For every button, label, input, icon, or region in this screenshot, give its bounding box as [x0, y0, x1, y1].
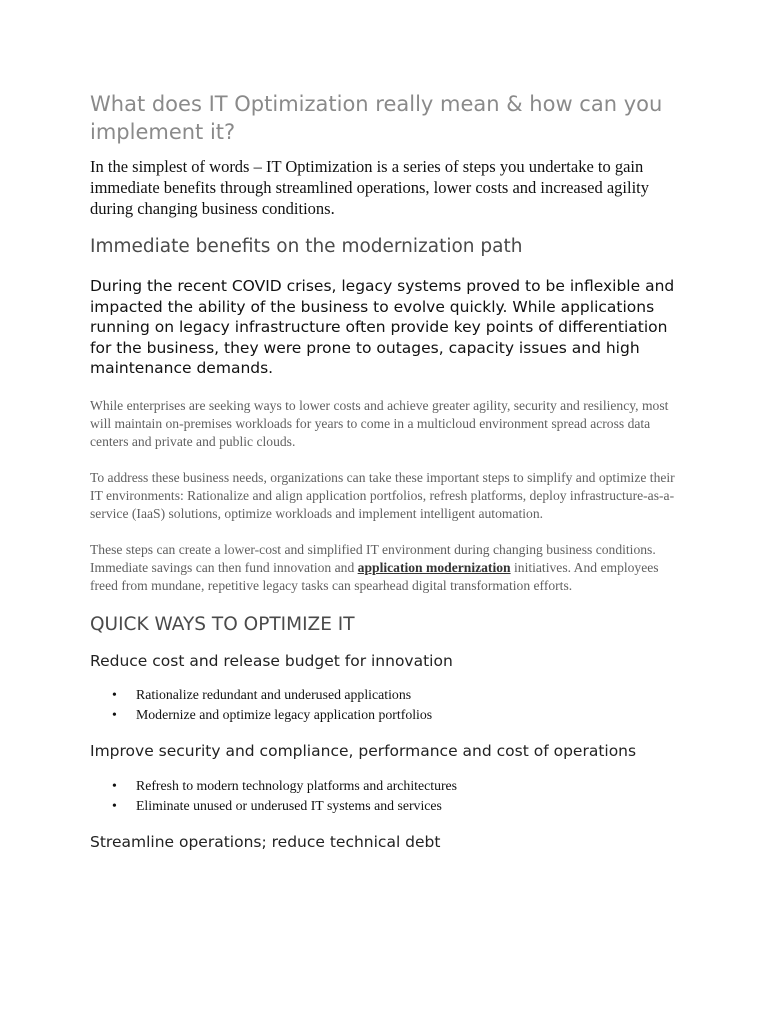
bullet-icon: •	[112, 797, 117, 813]
list-item	[112, 776, 682, 796]
bullet-icon: •	[112, 687, 117, 702]
section-heading-benefits: Immediate benefits on the modernization path	[90, 236, 523, 257]
list-item-text: Rationalize redundant and underused applications	[136, 687, 412, 702]
bullet-icon: •	[112, 777, 117, 793]
lead-paragraph: During the recent COVID crises, legacy systems proved to be inflexible and impacted the ability of the business to evolve quickly. While applications running on legacy infrastructure often provide key points of differentiation for the business, they were prone to outages, capacity issues and high maintenance demands.	[90, 277, 675, 377]
list-item	[112, 796, 682, 816]
bullet-list-reduce-cost	[90, 685, 682, 725]
list-item	[112, 685, 682, 705]
body-paragraph-3	[90, 541, 682, 595]
page-title: What does IT Optimization really mean & how can you implement it?	[90, 92, 663, 144]
subheading-improve-security: Improve security and compliance, performance and cost of operations	[90, 742, 637, 760]
list-item-text: Refresh to modern technology platforms and architectures	[136, 777, 458, 793]
list-item	[112, 705, 682, 725]
body-paragraph-2: To address these business needs, organizations can take these important steps to simplify and optimize their IT environments: Rationalize and align application portfolios, refresh platforms, deploy infrastructure-as-a-service (IaaS) solutions, optimize workloads and implement intelligent automation.	[90, 469, 675, 521]
list-item-text: Modernize and optimize legacy application portfolios	[136, 707, 433, 722]
intro-paragraph: In the simplest of words – IT Optimization is a series of steps you undertake to gain immediate benefits through streamlined operations, lower costs and increased agility during changing business conditions.	[90, 157, 650, 218]
section-heading-quick-ways: QUICK WAYS TO OPTIMIZE IT	[90, 613, 355, 635]
subheading-reduce-cost: Reduce cost and release budget for innovation	[90, 651, 453, 670]
bullet-list-improve-security	[90, 776, 682, 816]
body-paragraph-3-end: initiatives. And employees freed from mundane, repetitive legacy tasks can spearhead digital transformation efforts.	[90, 559, 659, 593]
body-paragraph-1: While enterprises are seeking ways to lower costs and achieve greater agility, security and resiliency, most will maintain on-premises workloads for years to come in a multicloud environment spread across data centers and private and public clouds.	[90, 397, 669, 449]
body-paragraph-3-start: These steps can create a lower-cost and simplified IT environment during changing business conditions. Immediate savings can then fund innovation and	[90, 541, 656, 575]
list-item-text: Eliminate unused or underused IT systems and services	[136, 797, 442, 813]
bullet-icon: •	[112, 707, 117, 722]
application-modernization-link[interactable]: application modernization	[357, 559, 511, 575]
subheading-streamline-operations: Streamline operations; reduce technical debt	[90, 832, 441, 851]
document-page	[90, 90, 682, 866]
